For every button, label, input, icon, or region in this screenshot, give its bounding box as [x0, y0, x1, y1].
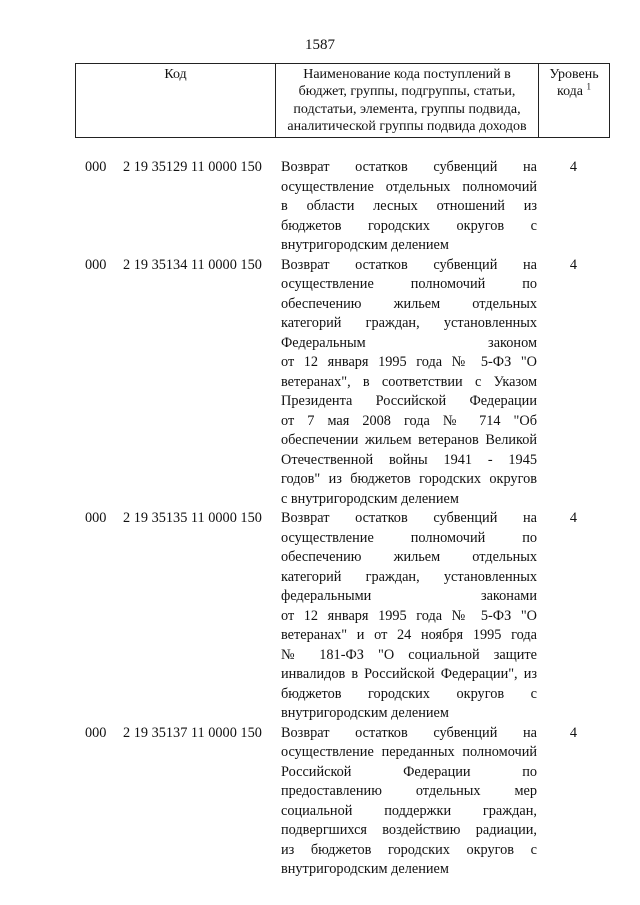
table-header [75, 63, 610, 138]
header-name-line: бюджет, группы, подгруппы, статьи, [298, 84, 516, 100]
header-name-line: Наименование кода поступлений в [303, 67, 511, 82]
row-name-line: с внутригородским делением [281, 490, 459, 507]
row-name-line: от 7 мая 2008 года № 714 "Об [281, 412, 537, 429]
row-name-line: Возврат остатков субвенций на [281, 510, 537, 526]
row-name-line: от 12 января 1995 года № 5-ФЗ "О [281, 354, 537, 370]
row-name-line: обеспечению жильем отдельных [281, 295, 537, 312]
row-name-line: ветеранах", в соответствии с Указом [281, 373, 537, 390]
row-name-line: годов" из бюджетов городских округов [281, 471, 537, 487]
row-name-line: в области лесных отношений из [281, 198, 537, 214]
header-level [539, 64, 610, 138]
footnote-marker: 1 [586, 81, 592, 92]
header-level-label: Уровень [549, 67, 599, 82]
row-name-line: внутригородским делением [281, 705, 449, 721]
row-name-line: Возврат остатков субвенций на [281, 724, 537, 741]
row-name-line: Возврат остатков субвенций на [281, 159, 537, 175]
row-code: 2 19 35135 11 0000 150 [123, 510, 262, 526]
row-level: 4 [569, 256, 578, 273]
row-name-line: инвалидов в Российской Федерации", из [281, 666, 537, 682]
row-name-line: бюджетов городских округов с [281, 217, 537, 234]
row-prefix-code: 000 [85, 510, 107, 526]
row-name-line: Отечественной войны 1941 - 1945 [281, 451, 537, 468]
row-name-line: подвергшихся воздействию радиации, [281, 822, 537, 838]
row-name [281, 509, 537, 724]
row-code: 2 19 35137 11 0000 150 [123, 724, 262, 741]
row-name-line: обеспечению жильем отдельных [281, 549, 537, 565]
header-code: Код [76, 64, 276, 138]
row-name-line: социальной поддержки граждан, [281, 802, 537, 819]
row-prefix-code: 000 [85, 256, 107, 273]
row-name-line: осуществление отдельных полномочий [281, 178, 537, 195]
row-code: 2 19 35134 11 0000 150 [123, 256, 262, 273]
row-prefix-code: 000 [85, 724, 107, 741]
row-name-line: внутригородским делением [281, 237, 449, 253]
header-level-line2: кода $^1$ [556, 81, 592, 100]
row-name-line: внутригородским делением [281, 861, 449, 877]
row-name-line: бюджетов городских округов с [281, 685, 537, 702]
row-code: 2 19 35129 11 0000 150 [123, 159, 262, 175]
row-name-line: ветеранах" и от 24 ноября 1995 года [281, 627, 537, 643]
row-name-line: категорий граждан, установленных [281, 315, 537, 331]
table-row [75, 256, 610, 510]
row-level: 4 [569, 159, 578, 175]
row-name-line: осуществление переданных полномочий [281, 744, 537, 760]
row-name-line: от 12 января 1995 года № 5-ФЗ "О [281, 607, 537, 624]
table-row [75, 158, 610, 256]
header-name-line: подстатьи, элемента, группы подвида, [293, 101, 521, 117]
row-name-line: категорий граждан, установленных [281, 568, 537, 585]
row-level: 4 [569, 510, 578, 526]
table-row [75, 724, 610, 880]
table-body [75, 158, 610, 880]
header-name [276, 64, 539, 138]
row-name-line: из бюджетов городских округов с [281, 841, 537, 858]
row-prefix-code: 000 [85, 159, 107, 175]
row-name-line: № 181-ФЗ "О социальной защите [281, 646, 537, 663]
row-name-line: Федеральным законом [281, 334, 537, 351]
page-number: 1587 [305, 37, 335, 53]
row-name-line: предоставлению отдельных мер [281, 783, 537, 799]
row-name-line: осуществление полномочий по [281, 276, 537, 292]
row-name-line: Президента Российской Федерации [281, 393, 537, 409]
row-name-line: Российской Федерации по [281, 763, 537, 780]
row-name-line: обеспечении жильем ветеранов Великой [281, 432, 537, 448]
row-name [281, 256, 537, 510]
row-name-line: осуществление полномочий по [281, 529, 537, 546]
row-name-line: федеральными законами [281, 588, 537, 604]
header-name-line: аналитической группы подвида доходов [287, 119, 527, 135]
row-name [281, 158, 537, 256]
row-name-line: Возврат остатков субвенций на [281, 256, 537, 273]
row-name [281, 724, 537, 880]
row-level: 4 [569, 724, 578, 741]
table-row [75, 509, 610, 724]
